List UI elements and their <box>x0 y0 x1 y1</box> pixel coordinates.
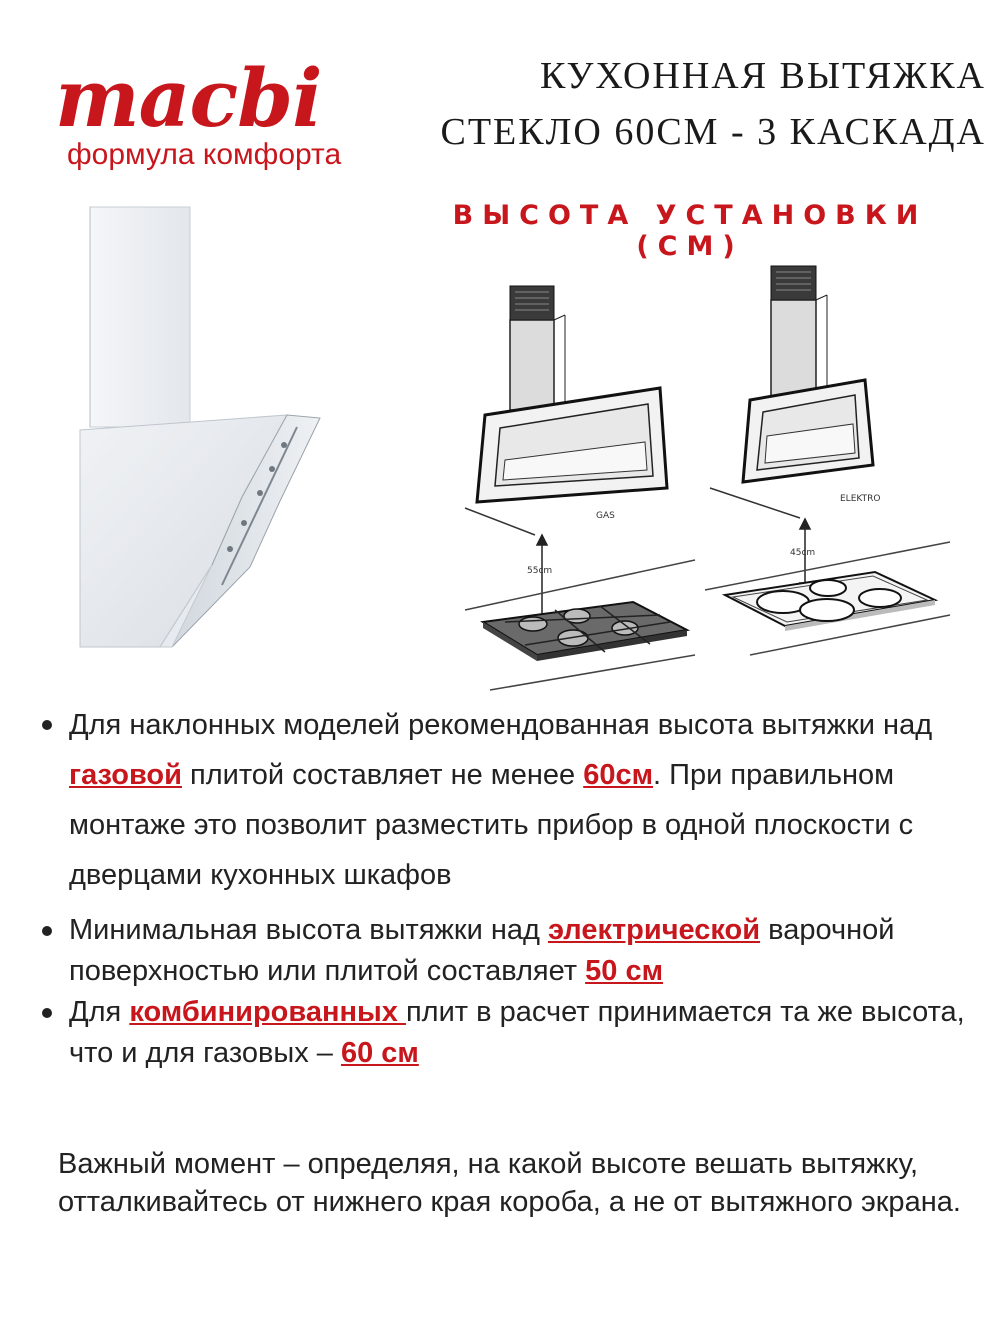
list-item-electro: Минимальная высота вытяжки над электрической варочной поверхностью или плитой составляет 50 см <box>35 910 995 992</box>
gas-hood-drawing <box>465 286 667 535</box>
electro-height-label: 45cm <box>790 548 816 558</box>
electro-hob-drawing <box>725 572 935 631</box>
gas-hob-drawing <box>483 602 687 661</box>
highlight-60cm: 60см <box>583 759 654 791</box>
page-title <box>386 48 986 160</box>
highlight-electric: электрической <box>547 914 761 946</box>
range-hood-product-image <box>62 205 332 655</box>
logo-wordmark: macbi <box>55 51 322 145</box>
recommendations-list <box>35 700 995 1074</box>
installation-height-heading: ВЫСОТА УСТАНОВКИ (СМ) <box>452 200 928 262</box>
title-line-2: СТЕКЛО 60СМ - 3 КАСКАДА <box>440 111 986 153</box>
highlight-combined: комбинированных <box>129 996 406 1028</box>
brand-tagline: формула комфорта <box>67 138 342 171</box>
gas-height-arrow <box>537 535 547 625</box>
highlight-60cm-combined: 60 см <box>340 1037 419 1069</box>
important-note: Важный момент – определяя, на какой высоте вешать вытяжку, отталкивайтесь от нижнего края короба, а не от вытяжного экрана. <box>58 1148 961 1218</box>
electro-label: ELEKTRO <box>840 494 881 504</box>
list-item-gas: Для наклонных моделей рекомендованная высота вытяжки над газовой плитой составляет не менее 60см. При правильном монтаже это позволит разместить прибор в одной плоскости с дверцами кухонных шкафов <box>35 700 995 900</box>
electro-hood-drawing <box>710 266 873 518</box>
gas-height-label: 55cm <box>527 566 553 576</box>
highlight-50cm: 50 см <box>585 955 664 987</box>
installation-diagram <box>455 260 975 700</box>
title-line-1: КУХОННАЯ ВЫТЯЖКА <box>539 55 986 97</box>
list-item-combined: Для комбинированных плит в расчет принимается та же высота, что и для газовых – 60 см <box>35 992 995 1074</box>
brand-logo <box>55 51 385 178</box>
highlight-gas: газовой <box>69 759 182 791</box>
gas-label: GAS <box>596 511 615 521</box>
